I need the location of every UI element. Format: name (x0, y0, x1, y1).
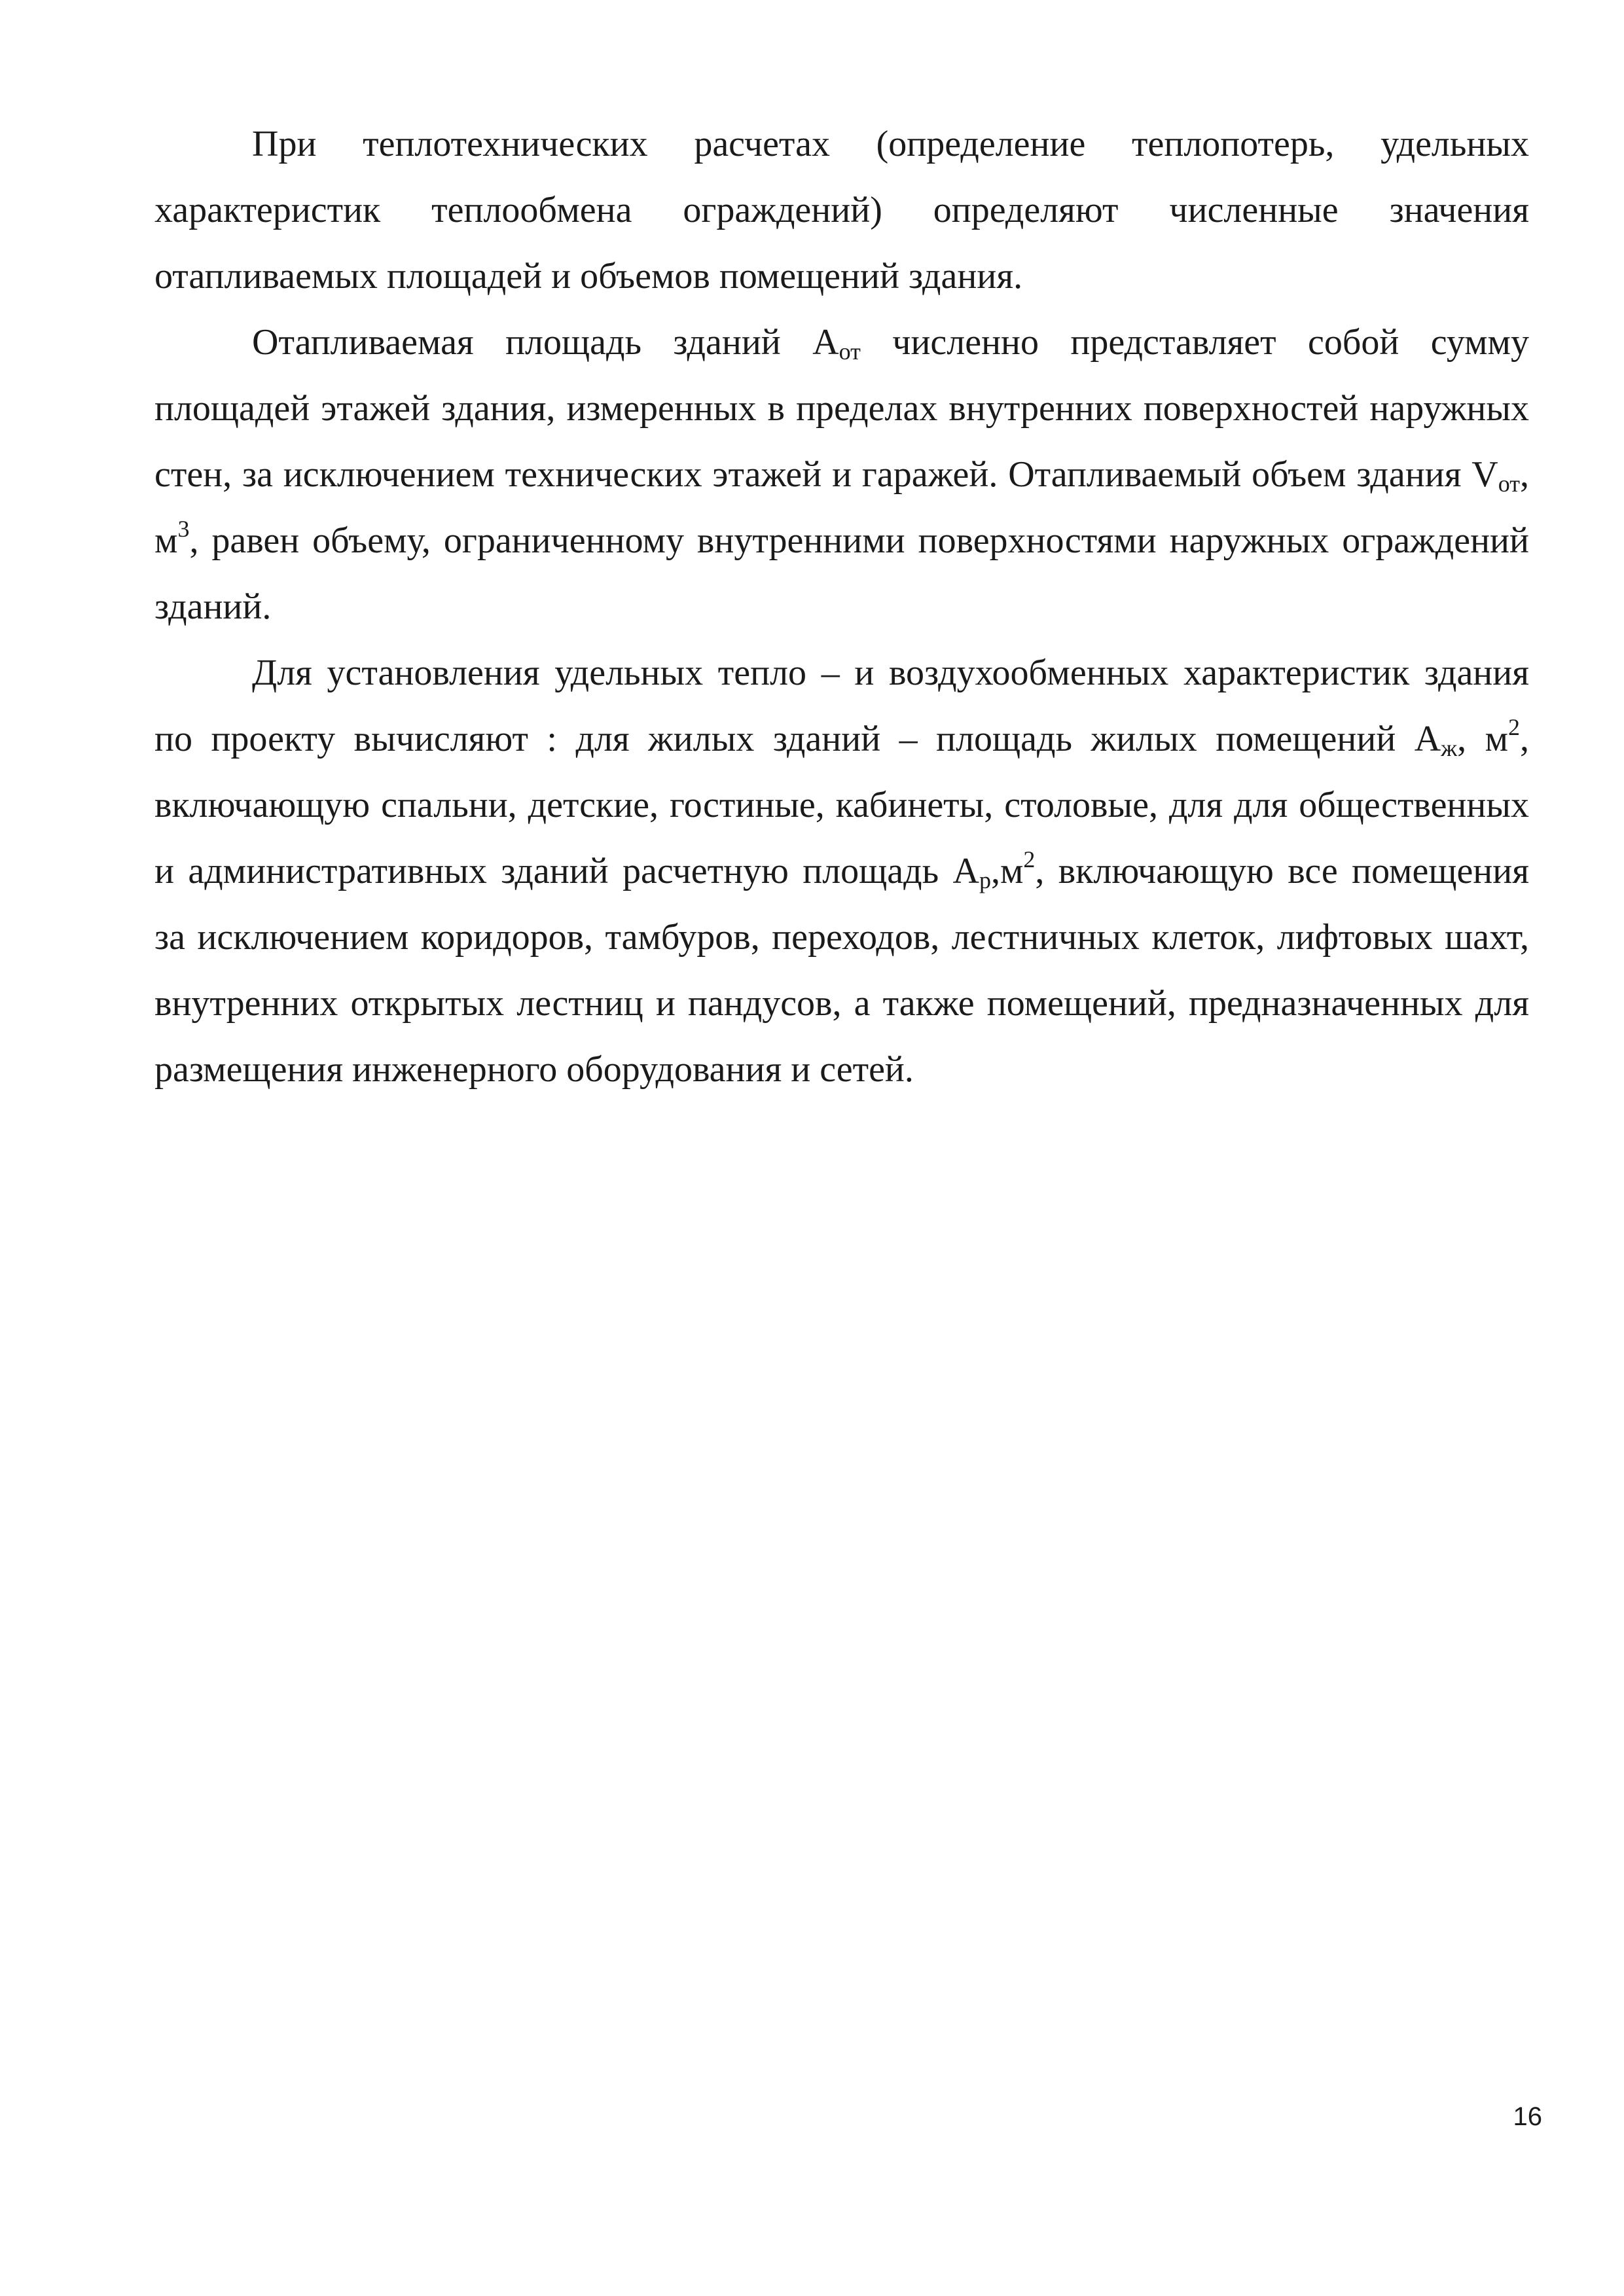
body-text (154, 111, 1529, 1103)
subscript: ж (1441, 735, 1458, 761)
text-run: , включающую все помещения за исключением коридоров, тамбуров, переходов, лестничных клеток, лифтовых шахт, внутренних открытых лестниц и пандусов, а также помещений, предназначенных для размещения инженерного оборудования и сетей. (154, 851, 1529, 1090)
text-run: , м (154, 454, 1529, 561)
text-run: , м (1457, 719, 1509, 759)
text-run: Отапливаемая площадь зданий А (252, 322, 839, 363)
text-run: При теплотехнических расчетах (определение теплопотерь, удельных характеристик теплообмена ограждений) определяют численные значения отапливаемых площадей и объемов помещений здания. (154, 124, 1529, 296)
subscript: р (979, 867, 991, 893)
paragraph (154, 640, 1529, 1103)
text-run: численно представляет собой сумму площадей этажей здания, измеренных в пределах внутренних поверхностей наружных стен, за исключением технических этажей и гаражей. Отапливаемый объем здания V (154, 322, 1529, 495)
subscript: от (839, 338, 861, 365)
text-run: ,м (990, 851, 1024, 891)
text-run: , равен объему, ограниченному внутренними поверхностями наружных ограждений зданий. (154, 520, 1529, 627)
paragraph (154, 111, 1529, 310)
subscript: от (1498, 471, 1520, 497)
page-number: 16 (1513, 2102, 1542, 2131)
text-run: , включающую спальни, детские, гостиные, кабинеты, столовые, для для общественных и административных зданий расчетную площадь А (154, 719, 1530, 891)
paragraph (154, 310, 1529, 640)
superscript: 2 (1508, 714, 1521, 740)
superscript: 2 (1023, 846, 1036, 872)
text-run: Для установления удельных тепло – и воздухообменных характеристик здания по проекту вычисляют : для жилых зданий – площадь жилых помещений А (154, 653, 1529, 759)
superscript: 3 (177, 516, 190, 542)
